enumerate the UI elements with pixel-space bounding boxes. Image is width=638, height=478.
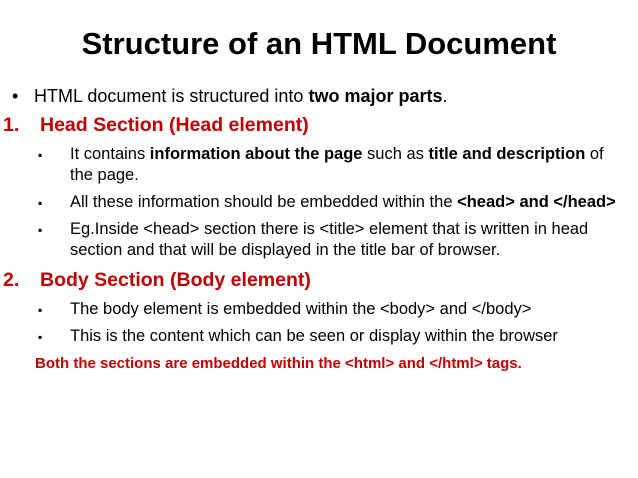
bullet-text-bold: <head> and </head> [457, 193, 616, 211]
intro-text-1: HTML document is structured into [34, 86, 309, 106]
slide-content [0, 84, 632, 375]
slide-title: Structure of an HTML Document [81, 26, 557, 61]
footer-note: Both the sections are embedded within the <html> and </html> tags. [35, 355, 522, 372]
square-bullet-icon: ▪ [38, 223, 43, 237]
section-number: 1. [3, 114, 20, 136]
intro-bullet [0, 84, 632, 108]
bullet-text: This is the content which can be seen or display within the browser [70, 327, 558, 345]
bullet-text: It contains [70, 145, 150, 163]
bullet-text: such as [362, 145, 429, 163]
bullet-text: of the page. [70, 145, 604, 184]
bullet-text: The body element is embedded within the <body> and </body> [70, 300, 532, 318]
square-bullet-icon: ▪ [38, 303, 43, 317]
section-number: 2. [3, 269, 20, 291]
head-bullet-2 [0, 192, 632, 213]
section-heading-head [0, 112, 632, 138]
bullet-text-bold: title and description [428, 145, 586, 163]
square-bullet-icon: ▪ [38, 196, 43, 210]
bullet-text-bold: information about the page [149, 145, 363, 163]
section-title: Body Section (Body element) [40, 269, 311, 291]
bullet-text: Eg.Inside <head> section there is <title> element that is written in head section and that will be displayed in the title bar of browser. [70, 220, 589, 259]
square-bullet-icon: ▪ [38, 330, 43, 344]
intro-text-2: . [442, 86, 448, 106]
section-title: Head Section (Head element) [40, 114, 309, 136]
body-bullet-1 [0, 299, 632, 320]
body-bullet-2 [0, 326, 632, 347]
section-heading-body [0, 267, 632, 293]
square-bullet-icon: ▪ [38, 148, 43, 162]
head-bullet-1 [0, 144, 632, 186]
bullet-text: All these information should be embedded within the [70, 193, 458, 211]
round-bullet-icon: • [12, 86, 19, 106]
head-bullet-3 [0, 219, 632, 261]
intro-text-bold: two major parts [308, 86, 443, 106]
